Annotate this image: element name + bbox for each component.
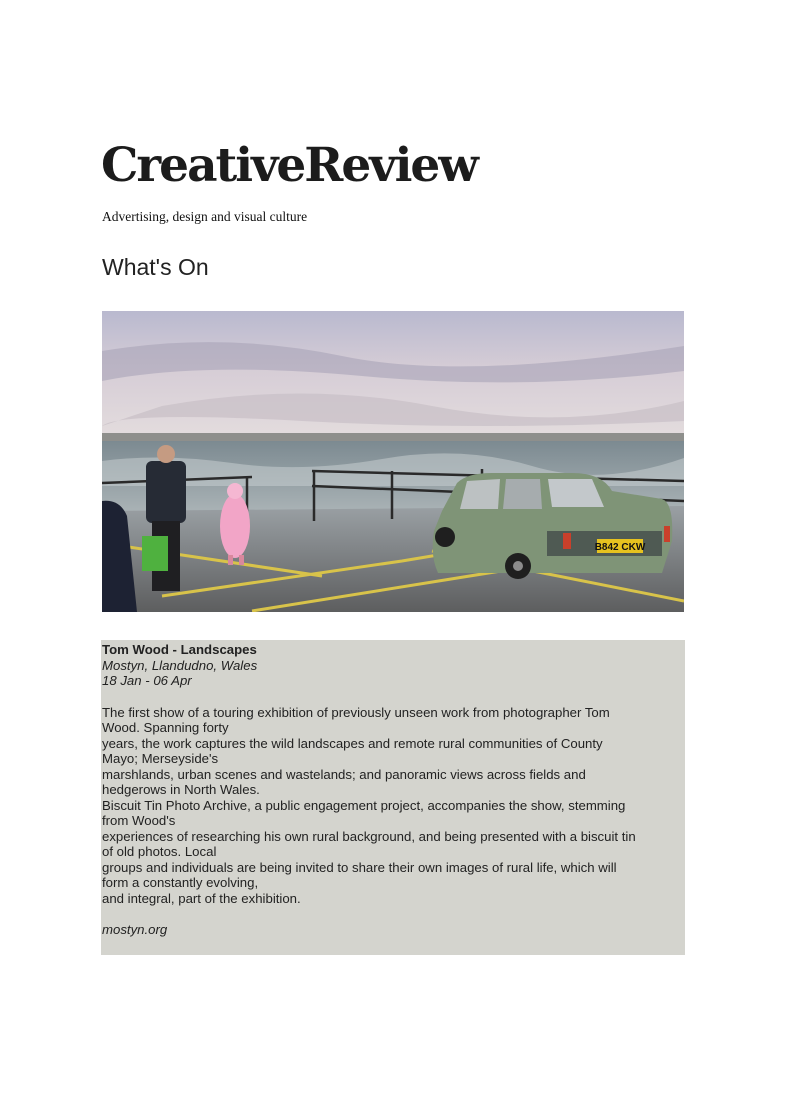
body-line: of old photos. Local [102,844,217,859]
body-line: from Wood's [102,813,176,828]
brand-logo: CreativeReview [101,138,477,193]
body-line: form a constantly evolving, [102,875,259,890]
body-line: hedgerows in North Wales. [102,782,260,797]
tagline: Advertising, design and visual culture [102,209,308,224]
license-plate: B842 CKW [594,542,646,553]
listing-body [102,705,685,907]
listing-dates: 18 Jan - 06 Apr [102,673,192,688]
body-line: experiences of researching his own rural background, and being presented with a biscuit tin [102,828,636,844]
body-line: Wood. Spanning forty [102,720,229,735]
exhibition-photo [102,311,684,612]
listing-title: Tom Wood - Landscapes [102,642,257,657]
body-line: years, the work captures the wild landscapes and remote rural communities of County [102,735,603,751]
body-line: marshlands, urban scenes and wastelands; and panoramic views across fields and [102,766,586,782]
venue-link[interactable]: mostyn.org [102,922,168,937]
body-line: groups and individuals are being invited to share their own images of rural life, which will [102,859,617,875]
listing-panel [101,640,685,955]
listing-venue: Mostyn, Llandudno, Wales [102,657,258,673]
body-line: Mayo; Merseyside's [102,751,219,766]
body-line: Biscuit Tin Photo Archive, a public engagement project, accompanies the show, stemming [102,797,626,813]
body-line: and integral, part of the exhibition. [102,890,301,906]
section-title: What's On [102,254,209,280]
body-line: The first show of a touring exhibition of previously unseen work from photographer Tom [102,704,610,720]
